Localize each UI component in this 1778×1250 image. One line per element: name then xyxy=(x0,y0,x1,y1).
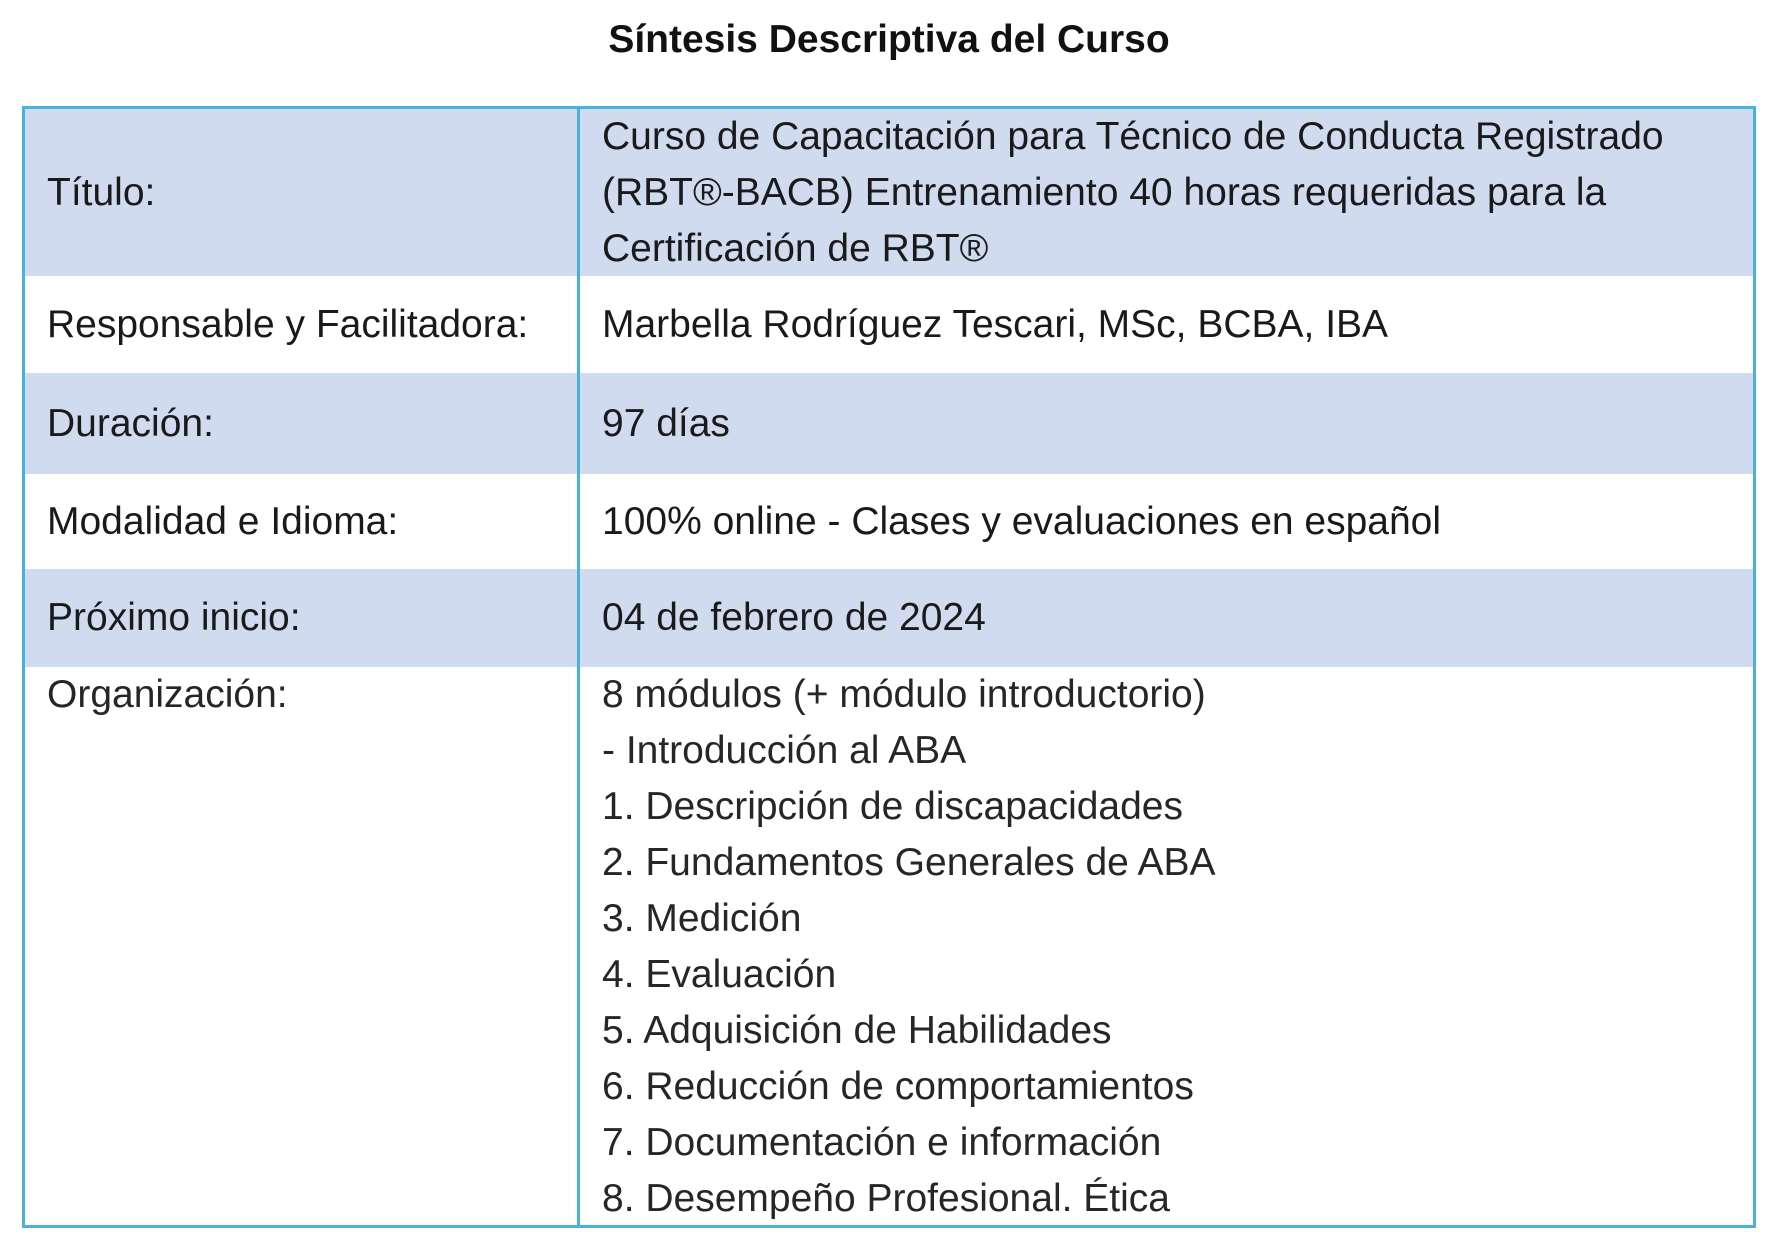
table-row-modalidad xyxy=(25,474,1753,569)
label-responsable: Responsable y Facilitadora: xyxy=(47,302,529,346)
module-list-item: 1. Descripción de discapacidades xyxy=(602,785,1184,828)
module-list-item: 6. Reducción de comportamientos xyxy=(602,1065,1194,1108)
label-inicio: Próximo inicio: xyxy=(47,596,301,639)
value-modalidad: 100% online - Clases y evaluaciones en español xyxy=(602,499,1442,543)
value-titulo: Curso de Capacitación para Técnico de Conducta Registrado (RBT®-BACB) Entrenamiento 40 horas requeridas para la Certificación de RBT® xyxy=(602,114,1664,270)
module-list xyxy=(602,667,1216,1227)
course-summary-table xyxy=(22,106,1756,1228)
module-list-item: 3. Medición xyxy=(602,897,802,940)
label-modalidad: Modalidad e Idioma: xyxy=(47,499,399,543)
table-row-duracion xyxy=(25,373,1753,474)
module-list-item: 7. Documentación e información xyxy=(602,1121,1162,1164)
document-title: Síntesis Descriptiva del Curso xyxy=(608,18,1170,61)
table-row-titulo xyxy=(25,109,1753,276)
value-responsable: Marbella Rodríguez Tescari, MSc, BCBA, IBA xyxy=(602,302,1389,346)
module-list-item: 5. Adquisición de Habilidades xyxy=(602,1009,1112,1052)
label-duracion: Duración: xyxy=(47,401,214,445)
module-list-item: 4. Evaluación xyxy=(602,953,837,996)
label-titulo: Título: xyxy=(47,170,156,214)
table-row-organizacion xyxy=(25,667,1753,1225)
table-row-inicio xyxy=(25,569,1753,667)
value-organizacion xyxy=(580,667,1753,1225)
module-list-item: 8. Desempeño Profesional. Ética xyxy=(602,1177,1170,1220)
value-duracion: 97 días xyxy=(602,401,730,445)
label-organizacion: Organización: xyxy=(47,673,288,716)
module-list-item: 2. Fundamentos Generales de ABA xyxy=(602,841,1216,884)
table-row-responsable xyxy=(25,276,1753,373)
module-list-item: - Introducción al ABA xyxy=(602,729,967,772)
module-list-item: 8 módulos (+ módulo introductorio) xyxy=(602,673,1206,716)
value-inicio: 04 de febrero de 2024 xyxy=(602,596,986,639)
